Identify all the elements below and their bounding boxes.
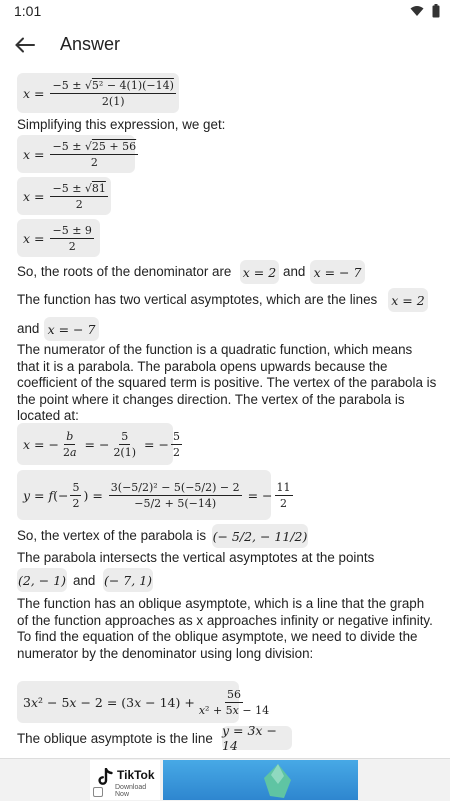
intersect-text: The parabola intersects the vertical asymptotes at the points <box>17 550 375 565</box>
wifi-icon <box>410 5 424 17</box>
vertical-asymptote-2-chip: x = − 7 <box>44 317 99 341</box>
root-2-chip: x = − 7 <box>310 260 365 284</box>
status-time: 1:01 <box>14 3 42 19</box>
equation-simplify-2: x = $\frac{-5 \pm √81}{2}$ <box>17 177 111 215</box>
vertex-text: So, the vertex of the parabola is <box>17 528 207 543</box>
oblique-asymptote-text: The function has an oblique asymptote, which is a line that the graph of the function approaches as x approaches infinity or negative infinity. To find the equation of the oblique asymptote, we need to divide the numerator by the denominator using long division: <box>17 596 433 661</box>
ad-cta[interactable]: Download Now <box>115 784 147 798</box>
tiktok-logo-icon <box>97 768 114 786</box>
vertical-asymptote-1-chip: x = 2 <box>388 288 428 312</box>
numerator-description-text: The numerator of the function is a quadratic function, which means that it is a parabola. The parabola opens upwards because the coefficient of the squared term is positive. The vertex of the parabola is the point where it changes direction. The vertex of the parabola is located at: <box>17 342 437 423</box>
arrow-left-icon <box>15 37 35 53</box>
status-bar <box>0 0 450 22</box>
root-1-chip: x = 2 <box>240 260 279 284</box>
status-icons <box>410 4 440 18</box>
equation-long-division: 3 x ² − 5 x − 2 = (3 x − 14) + $\frac{56}{\text{x² + 5x − 14}}$ <box>17 681 239 723</box>
app-bar <box>0 22 450 68</box>
intersection-point-1-chip: (2, − 1) <box>17 568 67 592</box>
ad-brand-name: TikTok <box>117 768 155 782</box>
equation-vertex-x: x = − $\frac{b}{2a}$ = − $\frac{5}{2(1)}$ = − $\frac{5}{2}$ <box>17 423 173 465</box>
intersection-point-2-chip: (− 7, 1) <box>103 568 153 592</box>
ad-image[interactable] <box>163 760 358 800</box>
vertical-asymptotes-text: The function has two vertical asymptotes, which are the lines <box>17 292 378 307</box>
back-button[interactable] <box>8 28 42 62</box>
and-text-1: and <box>283 264 306 279</box>
and-text-3: and <box>73 573 96 588</box>
equation-vertex-y: y = f (− $\frac{5}{2}$ ) = $\frac{\text{3(−5/2)² − 5(−5/2) − 2}}{-5/2 + 5(-14)}$ = − $\frac{11}{2}$ <box>17 470 271 520</box>
equation-simplify-3: x = $\frac{-5 \pm 9}{2}$ <box>17 219 100 257</box>
oblique-line-chip: y = 3x − 14 <box>222 726 292 750</box>
ad-graphic-icon <box>258 762 298 800</box>
and-text-2: and <box>17 321 40 336</box>
oblique-result-text: The oblique asymptote is the line <box>17 731 213 746</box>
simplify-text: Simplifying this expression, we get: <box>17 117 226 132</box>
equation-quadratic-formula: x = $\frac{\text{−5 ± √5² − 4(1)(−14)}}{2(1)}$ <box>17 73 179 113</box>
ad-choices-icon[interactable] <box>93 787 103 797</box>
vertex-point-chip: (− 5/2, − 11/2) <box>212 524 308 548</box>
equation-simplify-1: x = $\frac{-5 \pm √25 + 56}{2}$ <box>17 135 135 173</box>
page-title: Answer <box>60 34 121 54</box>
roots-text: So, the roots of the denominator are <box>17 264 232 279</box>
answer-content[interactable] <box>0 68 450 758</box>
battery-icon <box>432 4 440 18</box>
